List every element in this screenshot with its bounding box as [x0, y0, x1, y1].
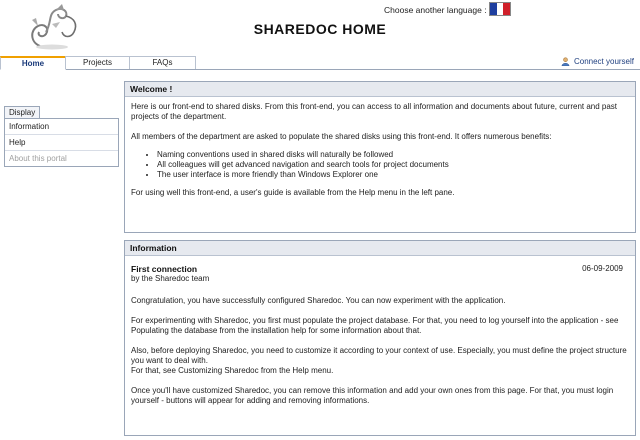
- news-paragraph-2: For experimenting with Sharedoc, you first must populate the project database. For that, you need to log yourself into the application - see Populating the database from the installation help for some information about that.: [131, 316, 619, 335]
- information-heading: Information: [125, 241, 635, 256]
- news-author: by the Sharedoc team: [131, 274, 210, 283]
- display-sidebar: [4, 106, 119, 167]
- welcome-guide-note: For using well this front-end, a user's guide is available from the Help menu in the left pane.: [131, 188, 455, 197]
- tab-faqs[interactable]: FAQs: [129, 56, 196, 69]
- connect-label: Connect yourself: [573, 57, 634, 66]
- news-paragraph-4: Once you'll have customized Sharedoc, you can remove this information and add your own ones from this page. For that, you must login yourself - buttons will appear for adding and removing informations.: [131, 386, 614, 405]
- sidebar-item-help[interactable]: Help: [5, 135, 118, 151]
- welcome-heading: Welcome !: [125, 82, 635, 97]
- benefits-list: [157, 150, 629, 180]
- news-paragraph-1: Congratulation, you have successfully configured Sharedoc. You can now experiment with the application.: [131, 296, 506, 305]
- welcome-benefits-intro: All members of the department are asked to populate the shared disks using this front-end. It offers numerous benefits:: [131, 132, 552, 141]
- welcome-intro: Here is our front-end to shared disks. From this front-end, you can access to all information and documents about future, current and past projects of the department.: [131, 102, 618, 121]
- sidebar-item-about: About this portal: [9, 154, 67, 163]
- welcome-panel: [124, 81, 636, 233]
- list-item: • All colleagues will get advanced navigation and search tools for project documents: [157, 160, 629, 170]
- sidebar-item-information[interactable]: Information: [5, 119, 118, 135]
- tab-projects[interactable]: Projects: [65, 56, 130, 69]
- page-title: SHAREDOC HOME: [253, 21, 387, 37]
- language-label: Choose another language :: [384, 5, 487, 15]
- news-paragraph-3b: For that, see Customizing Sharedoc from the Help menu.: [131, 366, 334, 375]
- news-header: [131, 264, 629, 284]
- news-title: First connection: [131, 264, 198, 274]
- connect-link[interactable]: [561, 57, 634, 66]
- sidebar-menu: [4, 118, 119, 167]
- main-tab-bar: [0, 56, 640, 70]
- tab-home[interactable]: Home: [0, 56, 66, 70]
- news-paragraph-3a: Also, before deploying Sharedoc, you need to customize it according to your context of use. Especially, you must define the project structure you want to deal with.: [131, 346, 627, 365]
- page-header: [0, 0, 640, 56]
- french-flag-icon[interactable]: [489, 2, 511, 16]
- sidebar-heading: Display: [4, 106, 40, 118]
- user-icon: [561, 57, 570, 66]
- list-item: • Naming conventions used in shared disks will naturally be followed: [157, 150, 629, 160]
- list-item: • The user interface is more friendly than Windows Explorer one: [157, 170, 629, 180]
- news-date: 06-09-2009: [582, 264, 623, 273]
- information-panel: [124, 240, 636, 436]
- news-paragraph-3: [131, 346, 629, 376]
